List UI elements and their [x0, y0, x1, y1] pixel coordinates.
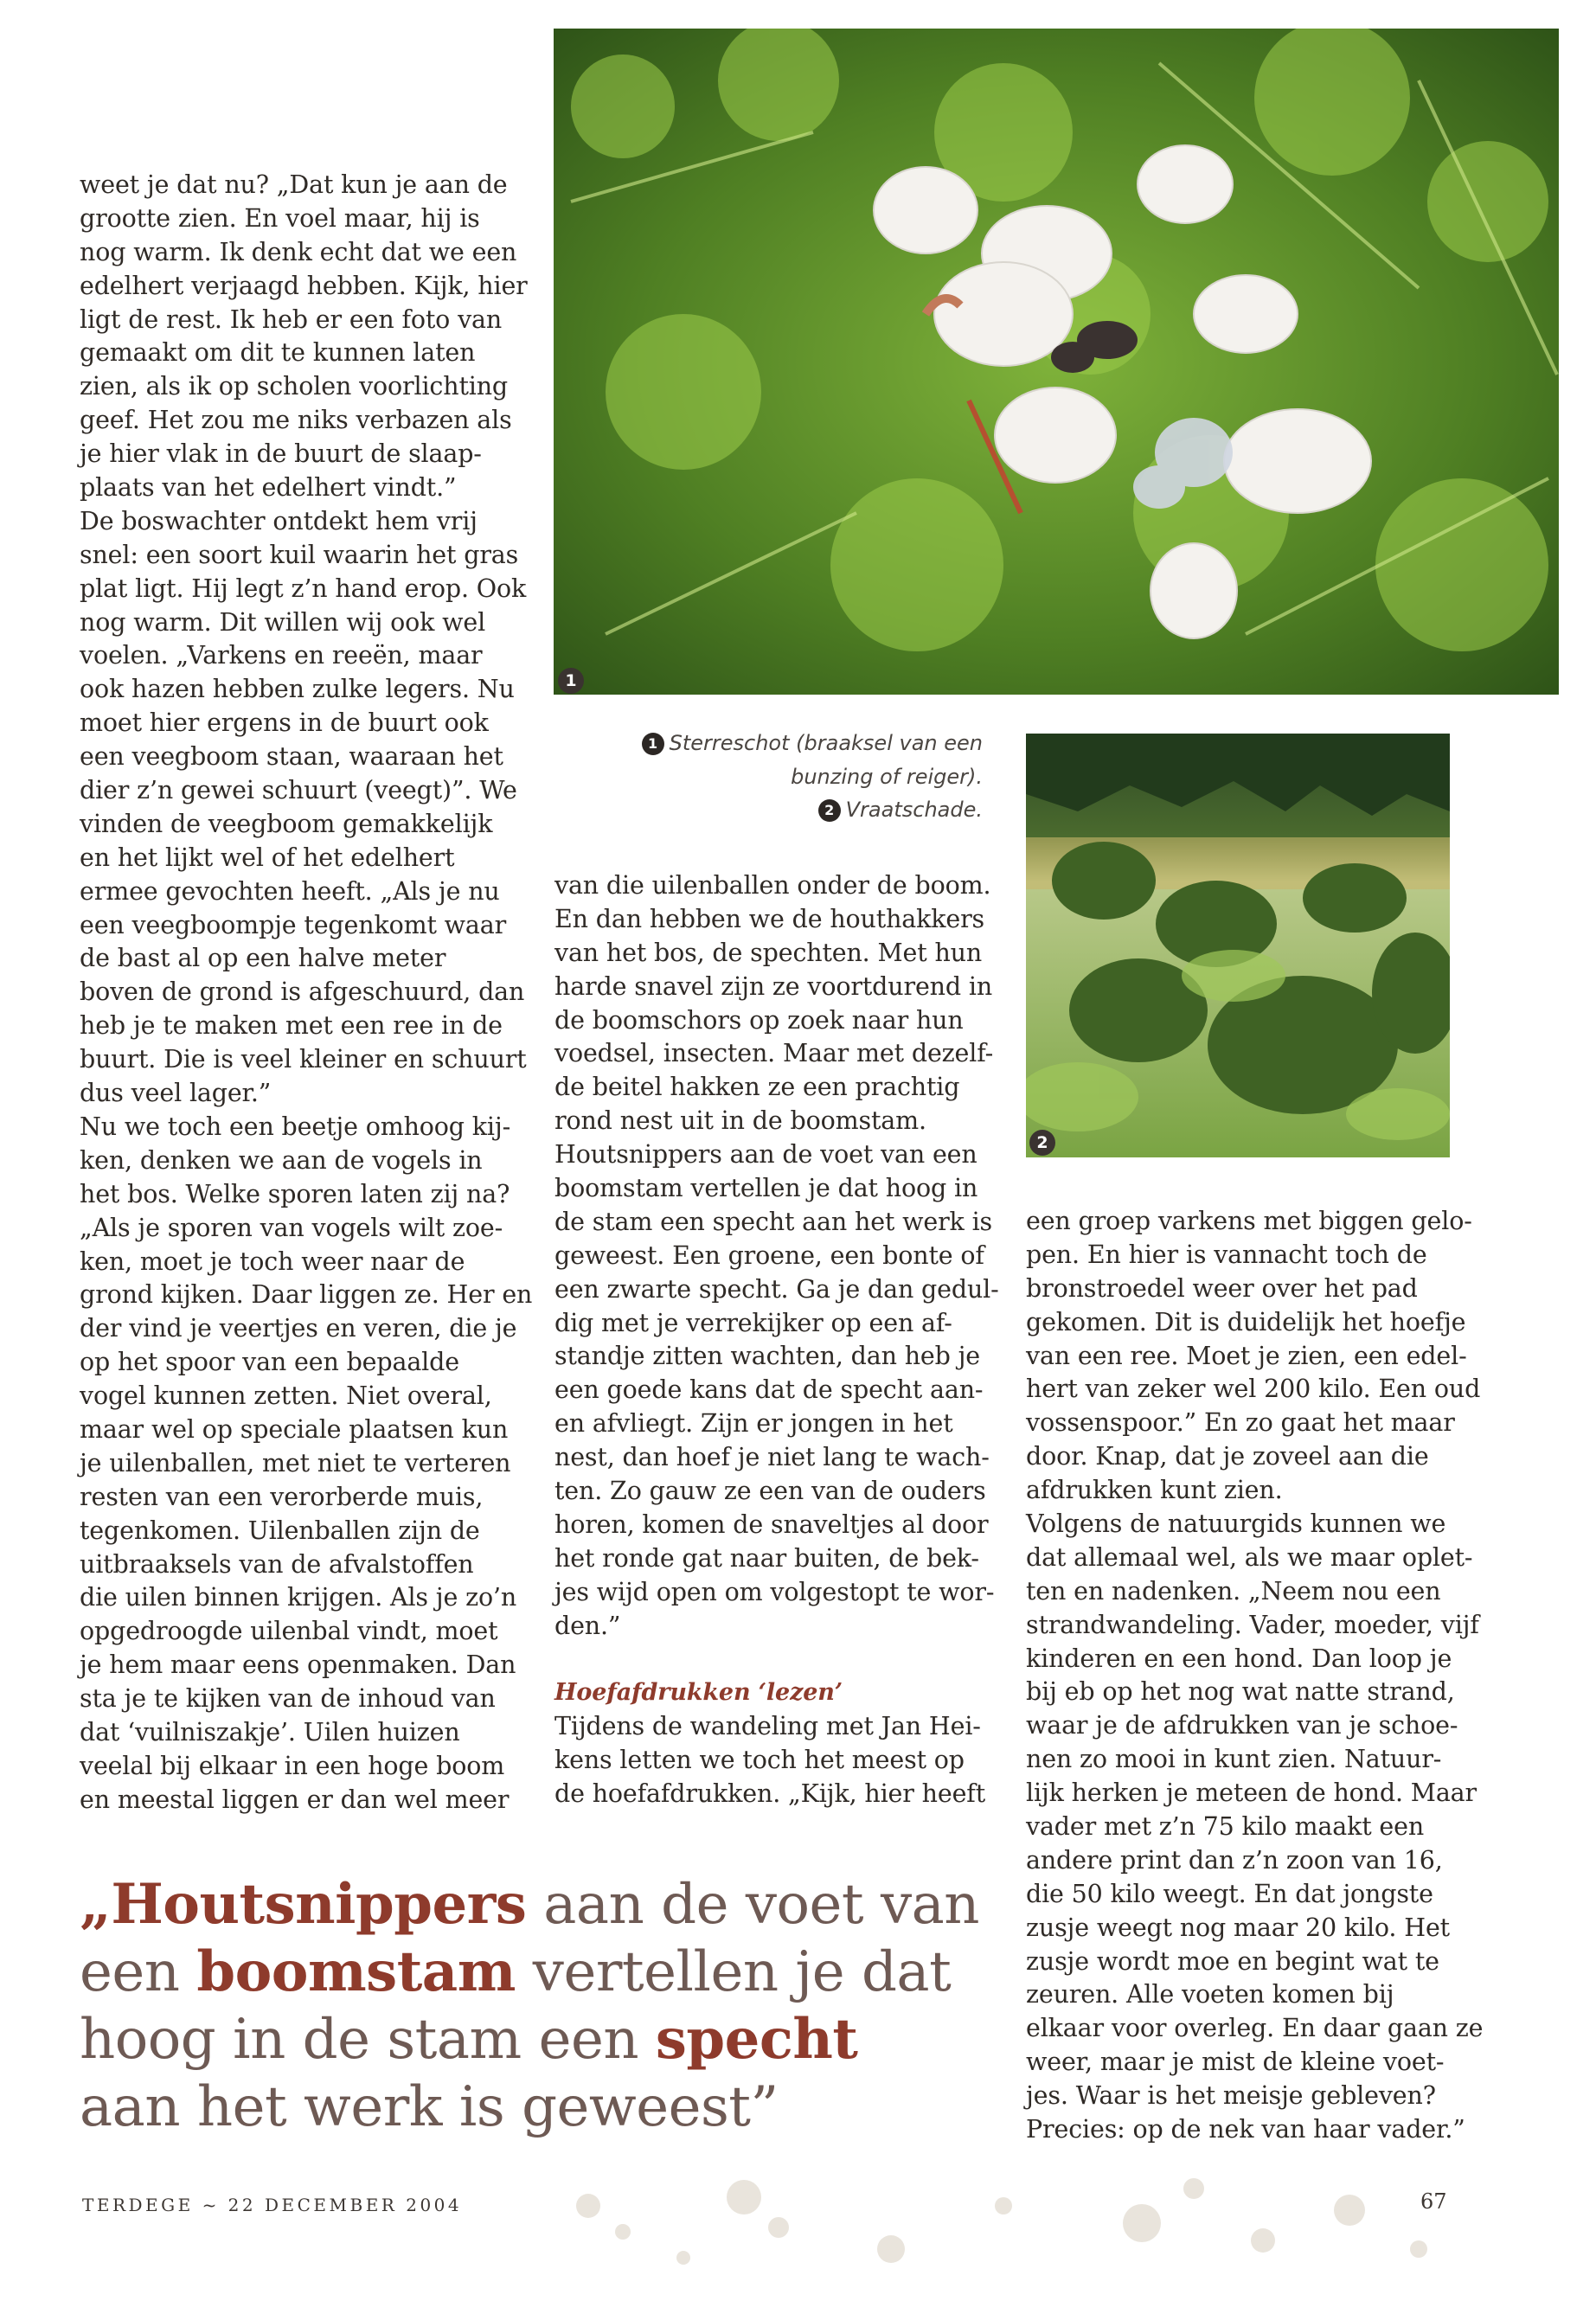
text-line: voelen. „Varkens en reeën, maar — [80, 641, 483, 670]
text-line: den.” — [554, 1611, 621, 1640]
text-line: boomstam vertellen je dat hoog in — [554, 1174, 978, 1203]
text-line: Tijdens de wandeling met Jan Hei- — [554, 1712, 981, 1741]
text-line: gekomen. Dit is duidelijk het hoefje — [1026, 1307, 1466, 1336]
text-line: vader met z’n 75 kilo maakt een — [1026, 1812, 1425, 1842]
magazine-footer: TERDEGE ~ 22 DECEMBER 2004 — [82, 2195, 463, 2215]
text-line: de bast al op een halve meter — [80, 944, 446, 973]
text-line: snel: een soort kuil waarin het gras — [80, 540, 519, 569]
text-line: waar je de afdrukken van je schoe- — [1026, 1711, 1458, 1740]
quote-open-mark: „ — [80, 1872, 112, 1937]
caption-line-1 — [606, 727, 983, 760]
text-line: opgedroogde uilenbal vindt, moet — [80, 1617, 498, 1646]
text-line: een groep varkens met biggen gelo- — [1026, 1207, 1472, 1235]
text-line: grond kijken. Daar liggen ze. Her en — [80, 1280, 533, 1310]
text-line: afdrukken kunt zien. — [1026, 1476, 1283, 1505]
text-line: ten en nadenken. „Neem nou een — [1026, 1576, 1441, 1606]
pull-quote-line-3 — [80, 2006, 1005, 2073]
text-line: de beitel hakken ze een prachtig — [554, 1073, 960, 1102]
text-line: ook hazen hebben zulke legers. Nu — [80, 675, 515, 704]
text-line: die 50 kilo weegt. En dat jongste — [1026, 1879, 1433, 1908]
text-line: vogel kunnen zetten. Niet overal, — [80, 1381, 492, 1411]
text-line: dig met je verrekijker op een af- — [554, 1308, 952, 1337]
article-column-3 — [1026, 1205, 1483, 2147]
text-line: ligt de rest. Ik heb er een foto van — [80, 304, 503, 334]
text-line: horen, komen de snaveltjes al door — [554, 1509, 989, 1539]
text-line: op het spoor van een bepaalde — [80, 1348, 459, 1377]
text-line: elkaar voor overleg. En daar gaan ze — [1026, 2014, 1484, 2043]
text-line: de hoefafdrukken. „Kijk, hier heeft — [554, 1779, 985, 1809]
text-line: jes. Waar is het meisje gebleven? — [1026, 2081, 1436, 2111]
pull-quote-line-2 — [80, 1939, 1005, 2006]
text-line: nen zo mooi in kunt zien. Natuur- — [1026, 1745, 1442, 1774]
text-line: je hem maar eens openmaken. Dan — [80, 1650, 516, 1680]
text-line: het ronde gat naar buiten, de bek- — [554, 1543, 979, 1573]
text-line: Nu we toch een beetje omhoog kij- — [80, 1112, 511, 1141]
text-line: resten van een verorberde muis, — [80, 1482, 484, 1511]
quote-text-2a: een — [80, 1940, 197, 2004]
text-line: veelal bij elkaar in een hoge boom — [80, 1751, 505, 1780]
caption-number-1: 1 — [642, 733, 664, 755]
quote-text-1: aan de voet van — [526, 1873, 979, 1937]
pull-quote-line-4: aan het werk is geweest” — [80, 2075, 779, 2139]
text-line: je uilenballen, met niet te verteren — [80, 1448, 511, 1477]
text-line: kinderen en een hond. Dan loop je — [1026, 1644, 1452, 1673]
text-line: ten. Zo gauw ze een van de ouders — [554, 1477, 986, 1506]
text-line: bij eb op het nog wat natte strand, — [1026, 1677, 1455, 1707]
text-line: van het bos, de spechten. Met hun — [554, 938, 983, 967]
text-line: buurt. Die is veel kleiner en schuurt — [80, 1045, 527, 1074]
text-line: Houtsnippers aan de voet van een — [554, 1140, 977, 1170]
text-line: ken, denken we aan de vogels in — [80, 1145, 483, 1175]
section-subheading: Hoefafdrukken ‘lezen’ — [554, 1679, 843, 1707]
text-line: Precies: op de nek van haar vader.” — [1026, 2115, 1465, 2144]
photo-1-number: 1 — [558, 668, 584, 694]
photo-caption — [606, 727, 983, 827]
text-line: harde snavel zijn ze voortdurend in — [554, 971, 993, 1001]
text-line: de stam een specht aan het werk is — [554, 1207, 993, 1236]
text-line: andere print dan z’n zoon van 16, — [1026, 1845, 1443, 1875]
text-line: edelhert verjaagd hebben. Kijk, hier — [80, 271, 528, 300]
text-line: nog warm. Ik denk echt dat we een — [80, 237, 517, 266]
text-line: en het lijkt wel of het edelhert — [80, 843, 455, 872]
quote-keyword-specht: specht — [655, 2007, 858, 2072]
text-line: die uilen binnen krijgen. Als je zo’n — [80, 1583, 517, 1612]
text-line: nog warm. Dit willen wij ook wel — [80, 607, 486, 637]
text-line: tegenkomen. Uilenballen zijn de — [80, 1516, 480, 1545]
text-line: De boswachter ontdekt hem vrij — [80, 506, 478, 535]
text-line: en meestal liggen er dan wel meer — [80, 1785, 510, 1814]
text-line: van een ree. Moet je zien, een edel- — [1026, 1341, 1467, 1370]
caption-text-1: Sterreschot (braaksel van een — [669, 731, 983, 755]
text-line: hert van zeker wel 200 kilo. Een oud — [1026, 1375, 1481, 1404]
text-line: door. Knap, dat je zoveel aan die — [1026, 1442, 1429, 1471]
text-line: heb je te maken met een ree in de — [80, 1011, 503, 1041]
text-line: der vind je veertjes en veren, die je — [80, 1314, 517, 1343]
text-line: grootte zien. En voel maar, hij is — [80, 203, 480, 233]
text-line: dier z’n gewei schuurt (veegt)”. We — [80, 776, 517, 805]
text-line: ermee gevochten heeft. „Als je nu — [80, 876, 500, 906]
text-line: een veegboom staan, waaraan het — [80, 742, 503, 772]
text-line: je hier vlak in de buurt de slaap- — [80, 439, 482, 469]
text-line: maar wel op speciale plaatsen kun — [80, 1414, 509, 1444]
caption-text-3: Vraatschade. — [845, 798, 983, 822]
text-line: van die uilenballen onder de boom. — [554, 871, 991, 900]
text-line: weet je dat nu? „Dat kun je aan de — [80, 170, 508, 199]
text-line: dat ‘vuilniszakje’. Uilen huizen — [80, 1717, 460, 1747]
article-column-1 — [80, 169, 532, 1817]
text-line: dus veel lager.” — [80, 1079, 272, 1108]
text-line: geef. Het zou me niks verbazen als — [80, 406, 512, 435]
text-line: een zwarte specht. Ga je dan gedul- — [554, 1274, 999, 1304]
page-number: 67 — [1420, 2189, 1447, 2214]
caption-line-3 — [606, 793, 983, 827]
star-jelly-photo-image — [554, 29, 1559, 695]
text-line: „Als je sporen van vogels wilt zoe- — [80, 1213, 503, 1242]
text-line: boven de grond is afgeschuurd, dan — [80, 977, 525, 1007]
text-line: ken, moet je toch weer naar de — [80, 1247, 465, 1276]
text-line: zien, als ik op scholen voorlichting — [80, 372, 509, 401]
paragraph-gap — [554, 1643, 999, 1676]
pull-quote — [80, 1871, 1005, 2141]
text-line: Volgens de natuurgids kunnen we — [1026, 1509, 1446, 1539]
text-line: standje zitten wachten, dan heb je — [554, 1342, 981, 1371]
text-line: een goede kans dat de specht aan- — [554, 1375, 984, 1405]
text-line: dat allemaal wel, als we maar oplet- — [1026, 1542, 1473, 1572]
text-line: En dan hebben we de houthakkers — [554, 904, 985, 933]
quote-keyword-houtsnippers: Houtsnippers — [111, 1872, 527, 1937]
text-line: een veegboompje tegenkomt waar — [80, 910, 507, 939]
text-line: geweest. Een groene, een bonte of — [554, 1240, 984, 1270]
text-line: gemaakt om dit te kunnen laten — [80, 338, 476, 368]
text-line: pen. En hier is vannacht toch de — [1026, 1240, 1427, 1269]
quote-keyword-boomstam: boomstam — [196, 1939, 516, 2004]
photo-2-number: 2 — [1029, 1130, 1055, 1156]
text-line: voedsel, insecten. Maar met dezelf- — [554, 1039, 994, 1068]
quote-text-3: hoog in de stam een — [80, 2008, 656, 2072]
star-jelly-photo — [554, 29, 1559, 695]
text-line: kens letten we toch het meest op — [554, 1746, 965, 1775]
text-line: jes wijd open om volgestopt te wor- — [554, 1577, 995, 1606]
text-line: vossenspoor.” En zo gaat het maar — [1026, 1408, 1455, 1438]
article-column-2 — [554, 869, 999, 1811]
text-line: sta je te kijken van de inhoud van — [80, 1684, 496, 1714]
text-line: zusje weegt nog maar 20 kilo. Het — [1026, 1913, 1450, 1942]
text-line: uitbraaksels van de afvalstoffen — [80, 1549, 474, 1579]
text-line: weer, maar je mist de kleine voet- — [1026, 2048, 1445, 2077]
pull-quote-line-1 — [80, 1871, 1005, 1939]
text-line: plat ligt. Hij legt z’n hand erop. Ook — [80, 574, 527, 603]
text-line: en afvliegt. Zijn er jongen in het — [554, 1409, 953, 1439]
text-line: de boomschors op zoek naar hun — [554, 1005, 964, 1035]
text-line: zeuren. Alle voeten komen bij — [1026, 1980, 1394, 2009]
text-line: vinden de veegboom gemakkelijk — [80, 809, 493, 838]
caption-line-2: bunzing of reiger). — [791, 764, 983, 789]
text-line: strandwandeling. Vader, moeder, vijf — [1026, 1610, 1479, 1639]
text-line: rond nest uit in de boomstam. — [554, 1106, 926, 1136]
text-line: zusje wordt moe en begint wat te — [1026, 1946, 1439, 1976]
text-line: lijk herken je meteen de hond. Maar — [1026, 1779, 1477, 1808]
quote-text-2b: vertellen je dat — [515, 1940, 952, 2004]
decorative-splatter — [484, 2145, 1522, 2284]
caption-number-2: 2 — [818, 799, 841, 822]
text-line: het bos. Welke sporen laten zij na? — [80, 1179, 510, 1208]
browsing-damage-photo — [1026, 734, 1450, 1157]
text-line: plaats van het edelhert vindt.” — [80, 473, 457, 503]
text-line: nest, dan hoef je niet lang te wach- — [554, 1443, 990, 1472]
text-line: bronstroedel weer over het pad — [1026, 1273, 1418, 1303]
browsing-damage-photo-image — [1026, 734, 1450, 1157]
text-line: moet hier ergens in de buurt ook — [80, 708, 489, 738]
